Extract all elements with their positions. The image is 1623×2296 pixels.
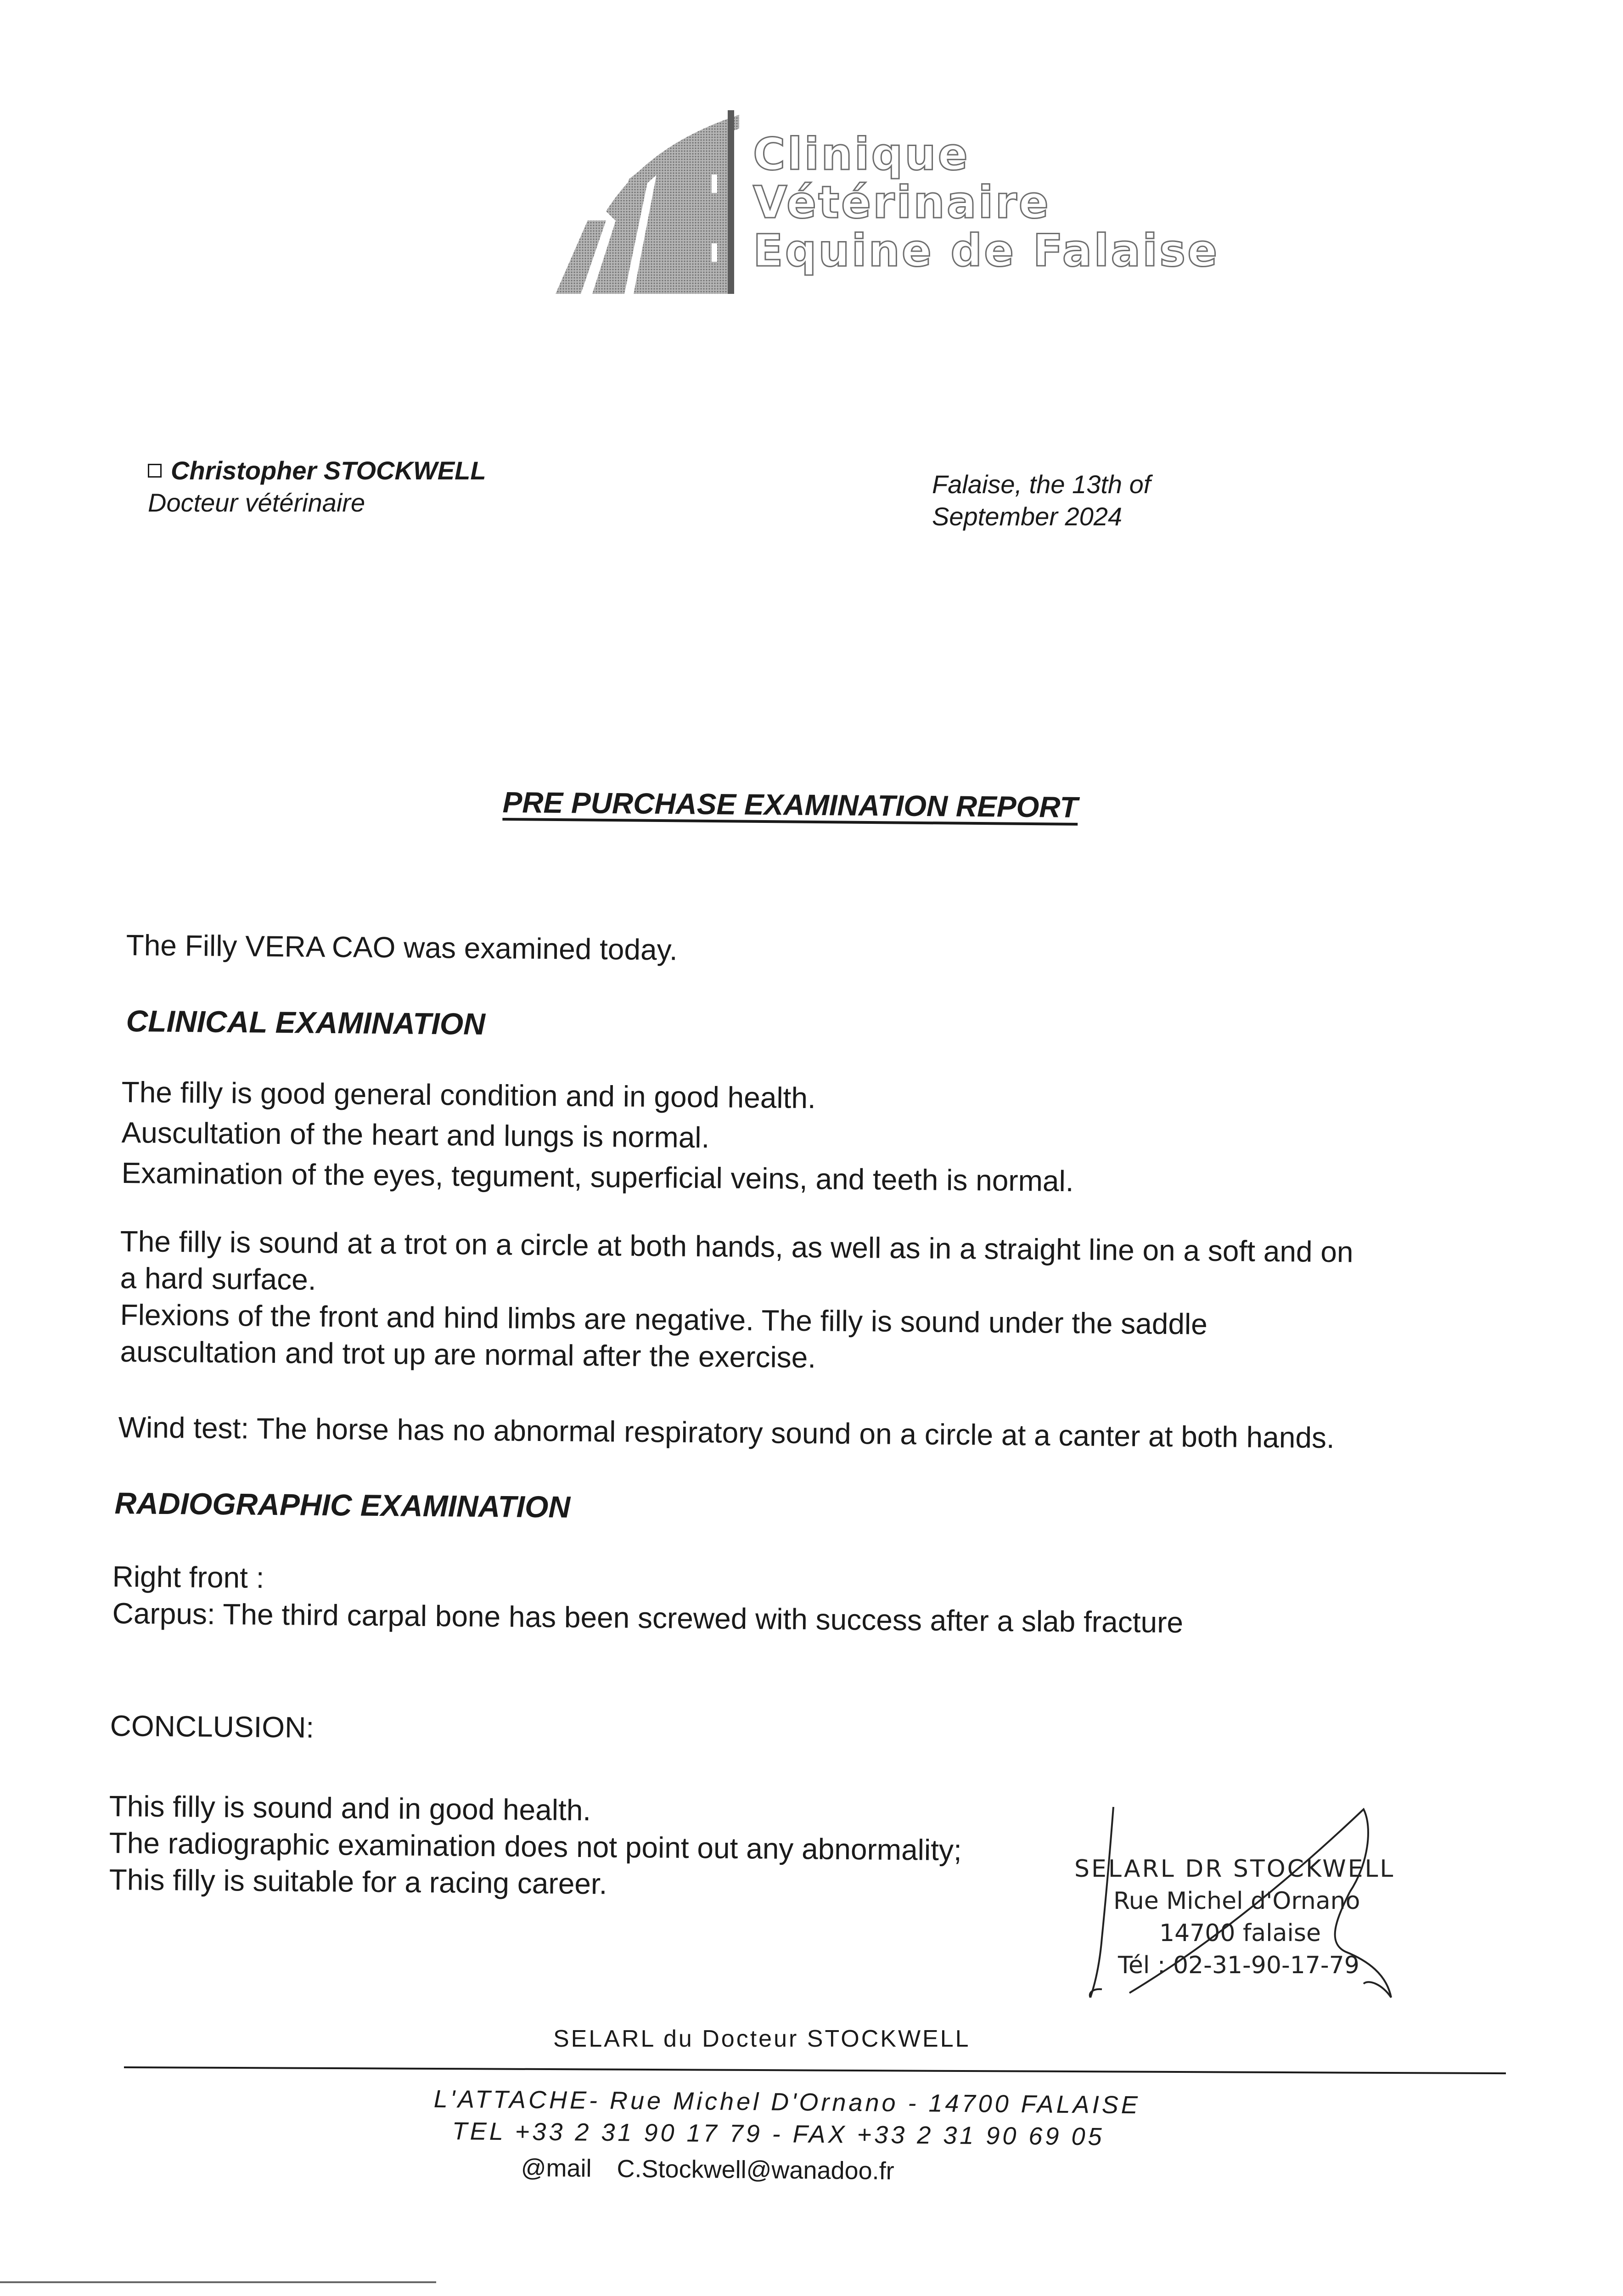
clinical-line: Auscultation of the heart and lungs is normal.	[121, 1116, 710, 1154]
handwritten-signature	[1070, 1800, 1419, 2002]
clinical-line: Examination of the eyes, tegument, superficial veins, and teeth is normal.	[121, 1156, 1074, 1198]
clinical-heading: CLINICAL EXAMINATION	[126, 1004, 486, 1041]
footer-email-label: @mail	[521, 2154, 592, 2183]
logo-line-veterinaire: Vétérinaire	[753, 177, 1050, 228]
footer-email-link[interactable]: C.Stockwell@wanadoo.fr	[617, 2155, 894, 2185]
logo-line-clinique: Clinique	[753, 129, 970, 180]
radio-line: Carpus: The third carpal bone has been screwed with success after a slab fracture	[112, 1597, 1184, 1639]
clinical-line: The filly is good general condition and in good health.	[121, 1075, 816, 1115]
date-line-2: September 2024	[932, 502, 1123, 531]
bottom-edge-line	[0, 2281, 436, 2283]
doctor-title: Docteur vétérinaire	[148, 488, 365, 517]
soundness-line: Flexions of the front and hind limbs are negative. The filly is sound under the saddle	[120, 1298, 1208, 1341]
stamp-line-1: SELARL DR STOCKWELL	[1074, 1855, 1395, 1883]
report-title: PRE PURCHASE EXAMINATION REPORT	[502, 786, 1078, 824]
clinic-logo-mark	[537, 106, 739, 298]
wind-test-text: Wind test: The horse has no abnormal respiratory sound on a circle at a canter at both hands.	[118, 1411, 1335, 1455]
conclusion-line: This filly is sound and in good health.	[109, 1790, 591, 1827]
soundness-line: auscultation and trot up are normal after the exercise.	[120, 1335, 816, 1374]
radiographic-heading: RADIOGRAPHIC EXAMINATION	[114, 1486, 571, 1524]
checkbox-icon	[148, 464, 162, 478]
footer-divider	[124, 2066, 1506, 2074]
footer-phone: TEL +33 2 31 90 17 79 - FAX +33 2 31 90 69 05	[452, 2117, 1105, 2151]
doctor-block	[148, 455, 486, 519]
stamp-line-4: Tél : 02-31-90-17-79	[1118, 1952, 1359, 1979]
footer-address: L'ATTACHE- Rue Michel D'Ornano - 14700 FALAISE	[433, 2085, 1141, 2119]
stamp-line-3: 14700 falaise	[1159, 1919, 1321, 1947]
radio-line: Right front :	[112, 1560, 264, 1594]
doctor-name: Christopher STOCKWELL	[171, 456, 486, 485]
soundness-line: The filly is sound at a trot on a circle at both hands, as well as in a straight line on a soft and on	[120, 1225, 1353, 1269]
stamp-line-2: Rue Michel d'Ornano	[1113, 1887, 1360, 1915]
intro-text: The Filly VERA CAO was examined today.	[126, 928, 678, 967]
doctor-name-line	[148, 455, 486, 487]
footer-company: SELARL du Docteur STOCKWELL	[553, 2026, 971, 2052]
footer-email-line	[521, 2154, 894, 2185]
conclusion-line: The radiographic examination does not point out any abnormality;	[109, 1826, 962, 1867]
logo-line-equine: Equine de Falaise	[753, 225, 1219, 276]
conclusion-heading: CONCLUSION:	[110, 1709, 314, 1744]
soundness-line: a hard surface.	[120, 1261, 316, 1296]
date-block	[932, 468, 1151, 533]
date-line-1: Falaise, the 13th of	[932, 470, 1151, 499]
conclusion-line: This filly is suitable for a racing career.	[109, 1863, 607, 1901]
